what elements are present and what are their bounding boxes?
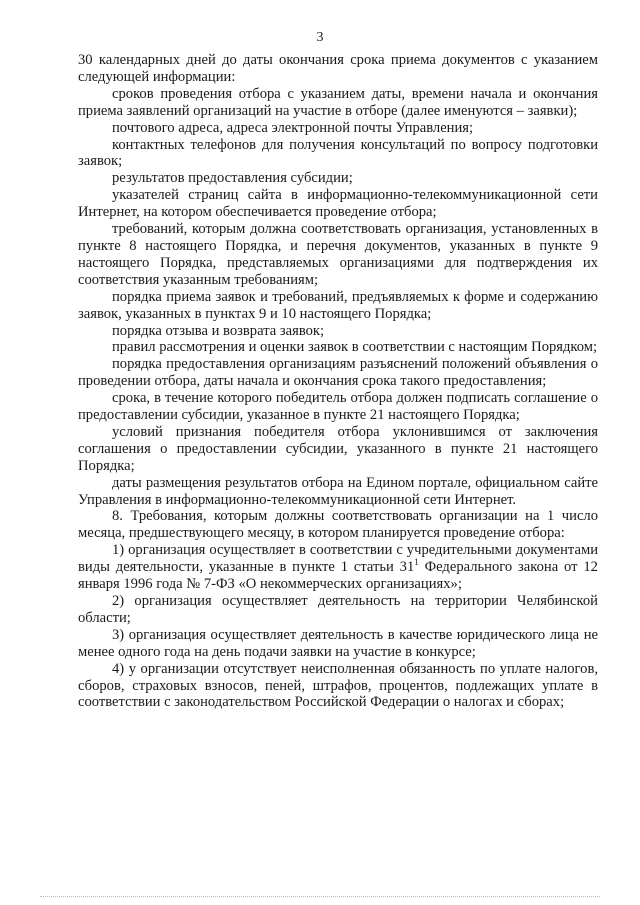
list-item: 2) организация осуществляет деятельность на территории Челябинской области; [78,593,598,626]
paragraph: 30 календарных дней до даты окончания срока приема документов с указанием следующей информации: [78,52,598,85]
paragraph: порядка отзыва и возврата заявок; [112,322,325,339]
paragraph: требований, которым должна соответствовать организация, установленных в пункте 8 настоящего Порядка, и перечня документов, указанных в пункте 9 настоящего Порядка, представляемых организациями для подтверждения их соответствия указанным требованиям; [78,221,598,288]
paragraph: почтового адреса, адреса электронной почты Управления; [112,119,474,136]
paragraph: указателей страниц сайта в информационно-телекоммуникационной сети Интернет, на котором обеспечивается проведение отбора; [78,187,598,221]
paragraph: контактных телефонов для получения консультаций по вопросу подготовки заявок; [78,136,598,170]
paragraph: порядка предоставления организациям разъяснений положений объявления о проведении отбора, даты начала и окончания срока такого предоставления; [78,356,598,390]
paragraph: правил рассмотрения и оценки заявок в соответствии с настоящим Порядком; [112,339,598,356]
list-item: 4) у организации отсутствует неисполненная обязанность по уплате налогов, сборов, страховых взносов, пеней, штрафов, процентов, подлежащих уплате в соответствии с законодательством Российской Федерации о налогах и сборах; [78,660,598,711]
paragraph: порядка приема заявок и требований, предъявляемых к форме и содержанию заявок, указанных в пунктах 9 и 10 настоящего Порядка; [78,288,598,322]
list-item [78,542,598,593]
list-item: 3) организация осуществляет деятельность в качестве юридического лица не менее одного года на день подачи заявки на участие в конкурсе; [78,626,598,660]
page-number: 3 [316,30,324,45]
paragraph: даты размещения результатов отбора на Едином портале, официальном сайте Управления в информационно-телекоммуникационной сети Интернет. [78,474,598,508]
paragraph: 8. Требования, которым должны соответствовать организации на 1 число месяца, предшествующего месяцу, в котором планируется проведение отбора: [78,508,598,542]
document-body [78,52,598,711]
paragraph: результатов предоставления субсидии; [112,170,353,187]
list-item-text: 1) организация осуществляет в соответствии с учредительными документами виды деятельности, указанные в пункте 1 статьи 31 [78,542,598,576]
scan-edge-line [40,896,600,897]
paragraph: срока, в течение которого победитель отбора должен подписать соглашение о предоставлении субсидии, указанное в пункте 21 настоящего Порядка; [78,390,598,424]
paragraph: условий признания победителя отбора уклонившимся от заключения соглашения о предоставлении субсидии, указанного в пункте 21 настоящего Порядка; [78,423,598,474]
superscript: 1 [414,557,419,568]
list-item-text: Федерального закона от 12 января 1996 года № 7-ФЗ «О некоммерческих организациях»; [78,559,598,593]
paragraph: сроков проведения отбора с указанием даты, времени начала и окончания приема заявлений организаций на участие в отборе (далее именуются – заявки); [78,85,598,119]
